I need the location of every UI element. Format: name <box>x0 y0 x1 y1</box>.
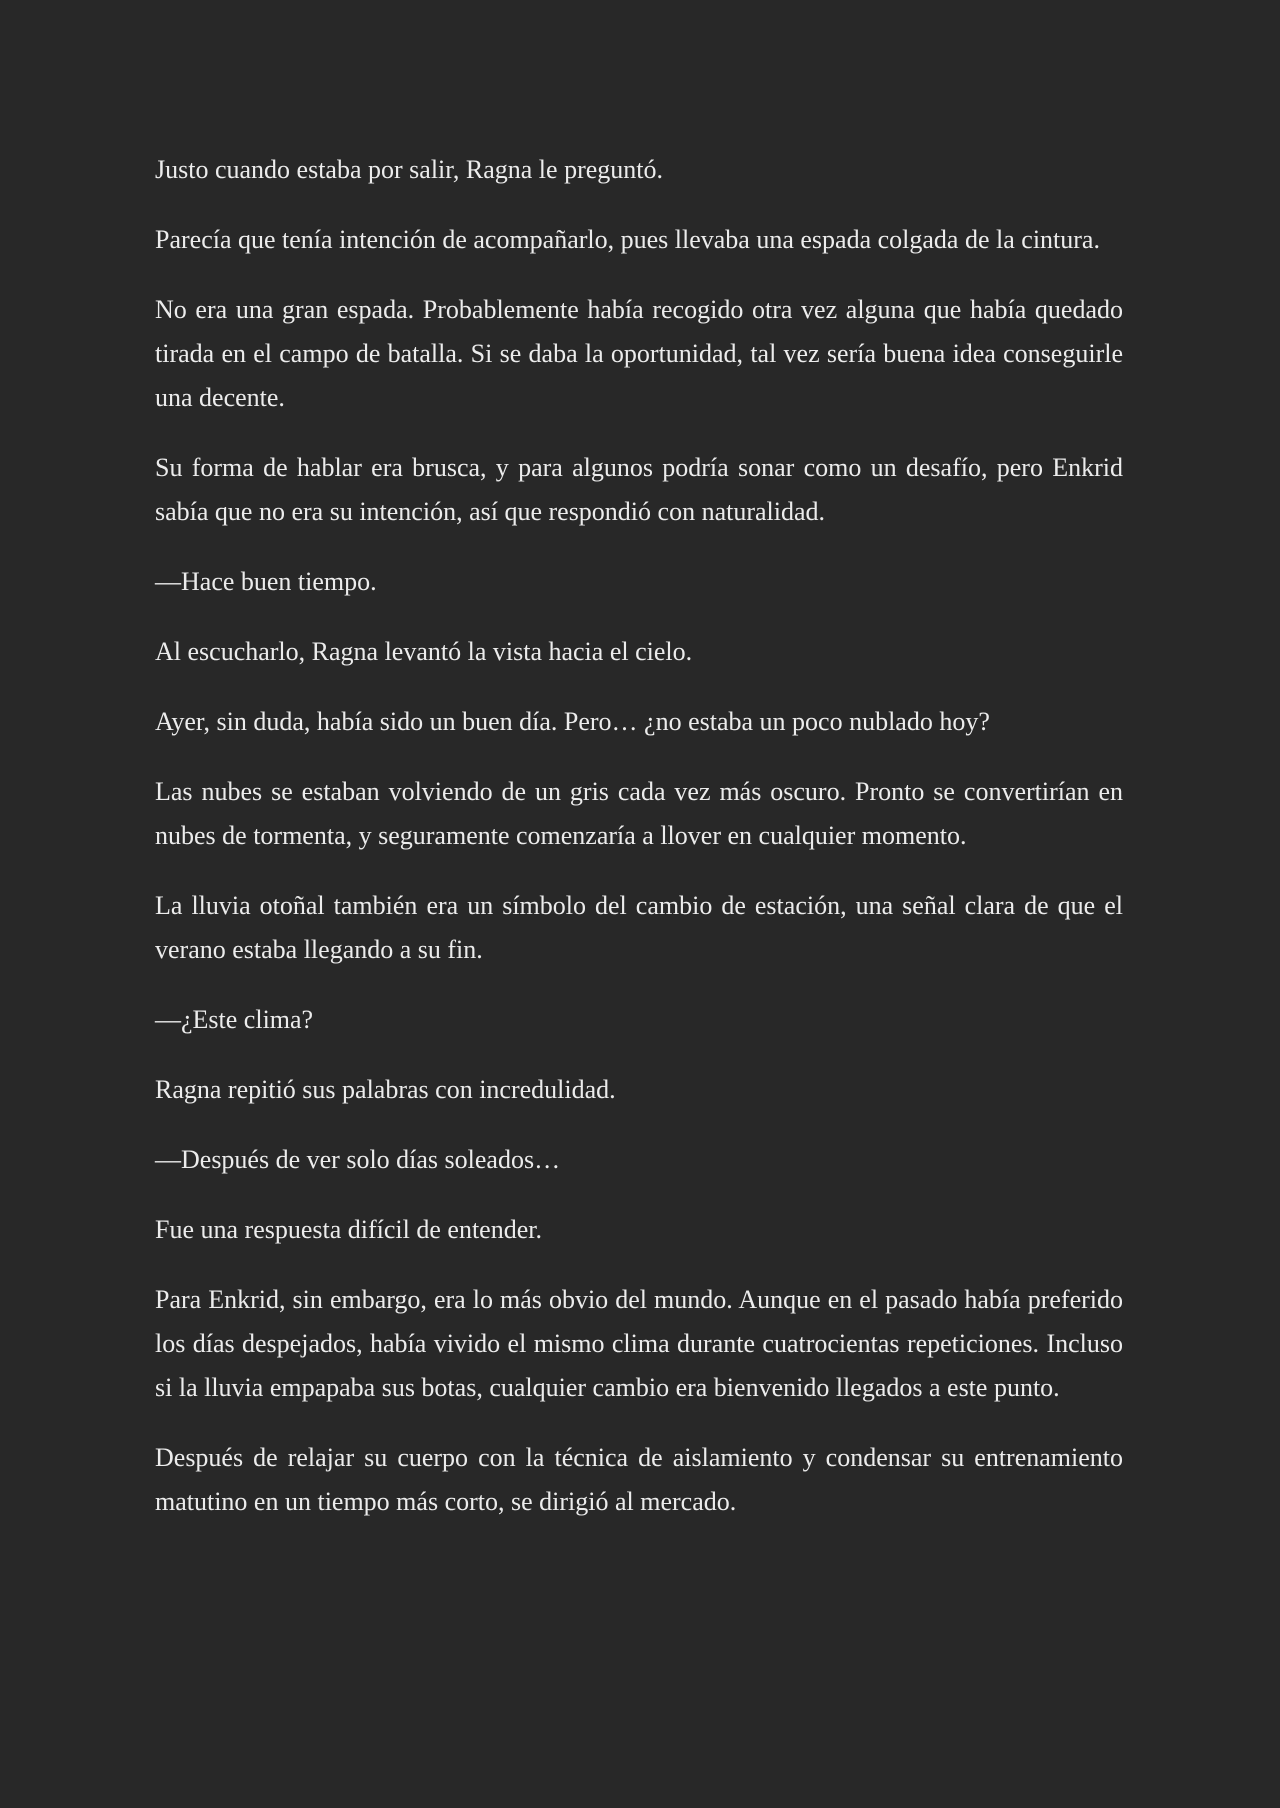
paragraph: Ragna repitió sus palabras con incredulidad. <box>155 1075 616 1104</box>
paragraph: Fue una respuesta difícil de entender. <box>155 1215 542 1244</box>
paragraph: La lluvia otoñal también era un símbolo del cambio de estación, una señal clara de que el verano estaba llegando a su fin. <box>155 891 1123 964</box>
paragraph: Para Enkrid, sin embargo, era lo más obvio del mundo. Aunque en el pasado había preferido los días despejados, había vivido el mismo clima durante cuatrocientas repeticiones. Incluso si la lluvia empapaba sus botas, cualquier cambio era bienvenido llegados a este punto. <box>155 1285 1123 1402</box>
dialogue-line: —Hace buen tiempo. <box>155 567 377 596</box>
dialogue-line: —Después de ver solo días soleados… <box>155 1145 561 1174</box>
paragraph: Después de relajar su cuerpo con la técnica de aislamiento y condensar su entrenamiento matutino en un tiempo más corto, se dirigió al mercado. <box>155 1443 1123 1516</box>
paragraph: Parecía que tenía intención de acompañarlo, pues llevaba una espada colgada de la cintura. <box>155 225 1100 254</box>
paragraph: Justo cuando estaba por salir, Ragna le preguntó. <box>155 155 663 184</box>
paragraph: Al escucharlo, Ragna levantó la vista hacia el cielo. <box>155 637 693 666</box>
paragraph: Ayer, sin duda, había sido un buen día. Pero… ¿no estaba un poco nublado hoy? <box>155 707 990 736</box>
reader-text-body <box>155 148 1123 1550</box>
paragraph: Su forma de hablar era brusca, y para algunos podría sonar como un desafío, pero Enkrid sabía que no era su intención, así que respondió con naturalidad. <box>155 453 1123 526</box>
paragraph: No era una gran espada. Probablemente había recogido otra vez alguna que había quedado tirada en el campo de batalla. Si se daba la oportunidad, tal vez sería buena idea conseguirle una decente. <box>155 295 1123 412</box>
paragraph: Las nubes se estaban volviendo de un gris cada vez más oscuro. Pronto se convertirían en nubes de tormenta, y seguramente comenzaría a llover en cualquier momento. <box>155 777 1123 850</box>
dialogue-line: —¿Este clima? <box>155 1005 314 1034</box>
